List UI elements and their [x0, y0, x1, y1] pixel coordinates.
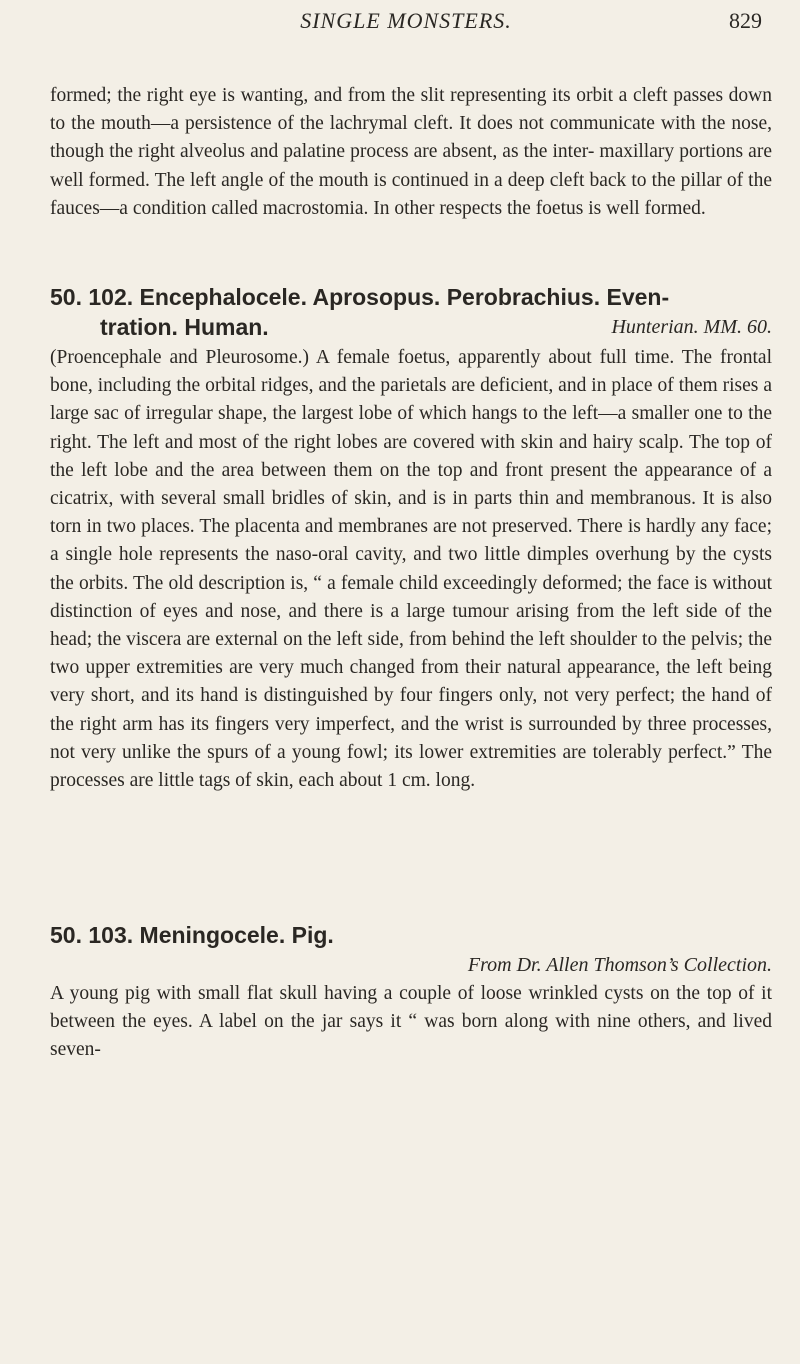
entry-heading — [50, 282, 772, 342]
entry-heading — [50, 920, 772, 950]
entry-description: (Proencephale and Pleurosome.) A female foetus, apparently about full time. The frontal bone, including the orbital ridges, and the parietals are deficient, and in place of them rises a large sac of irregular shape, the largest lobe of which hangs to the left—a smaller one to the right. The left and most of the right lobes are covered with skin and hairy scalp. The top of the left lobe and the area between them on the top and front present the appearance of a cicatrix, with several small bridles of skin, and is in parts thin and membranous. It is also torn in two places. The placenta and membranes are not preserved. There is hardly any face; a single hole represents the naso-oral cavity, and two little dimples overhung by the cysts the orbits. The old description is, “ a female child exceedingly deformed; the face is without distinction of eyes and nose, and there is a large tumour arising from the left side of the head; the viscera are external on the left side, from behind the left shoulder to the pelvis; the two upper extremities are very much changed from their natural appearance, the left being very short, and its hand is distinguished by four fingers only, not very perfect; the hand of the right arm has its fingers very imperfect, and the wrist is surrounded by three processes, not very unlike the spurs of a young fowl; its lower extremities are tolerably perfect.” The processes are little tags of skin, each about 1 cm. long. — [50, 347, 772, 792]
entry-number: 50. 103. — [50, 922, 134, 948]
entry-source: From Dr. Allen Thomson’s Collection. — [467, 954, 772, 976]
entry-heading-line-2 — [50, 312, 772, 342]
continued-paragraph: formed; the right eye is wanting, and from the slit representing its orbit a cleft passes down to the mouth—a persistence of the lachrymal cleft. It does not communicate with the nose, though the right alveolus and palatine process are absent, as the inter- maxillary portions are well formed. The left angle of the mouth is continued in a deep cleft back to the pillar of the fauces—a condition called macrostomia. In other respects the foetus is well formed. — [50, 85, 772, 219]
running-head — [50, 6, 762, 36]
entry-heading-line-1 — [50, 282, 772, 312]
running-title: SINGLE MONSTERS. — [300, 8, 512, 33]
catalogue-entry — [50, 282, 772, 795]
entry-description: A young pig with small flat skull having a couple of loose wrinkled cysts on the top of it between the eyes. A label on the jar says it “ was born along with nine others, and lived seven- — [50, 983, 772, 1061]
entry-title: Meningocele. Pig. — [139, 922, 334, 948]
catalogue-entry — [50, 920, 772, 1065]
entry-title: Encephalocele. Aprosopus. Perobrachius. Even- — [139, 284, 670, 310]
entry-number: 50. 102. — [50, 284, 134, 310]
entry-source: Hunterian. MM. 60. — [611, 316, 772, 338]
entry-title-continued: tration. Human. — [100, 314, 269, 340]
page-number: 829 — [729, 8, 762, 33]
